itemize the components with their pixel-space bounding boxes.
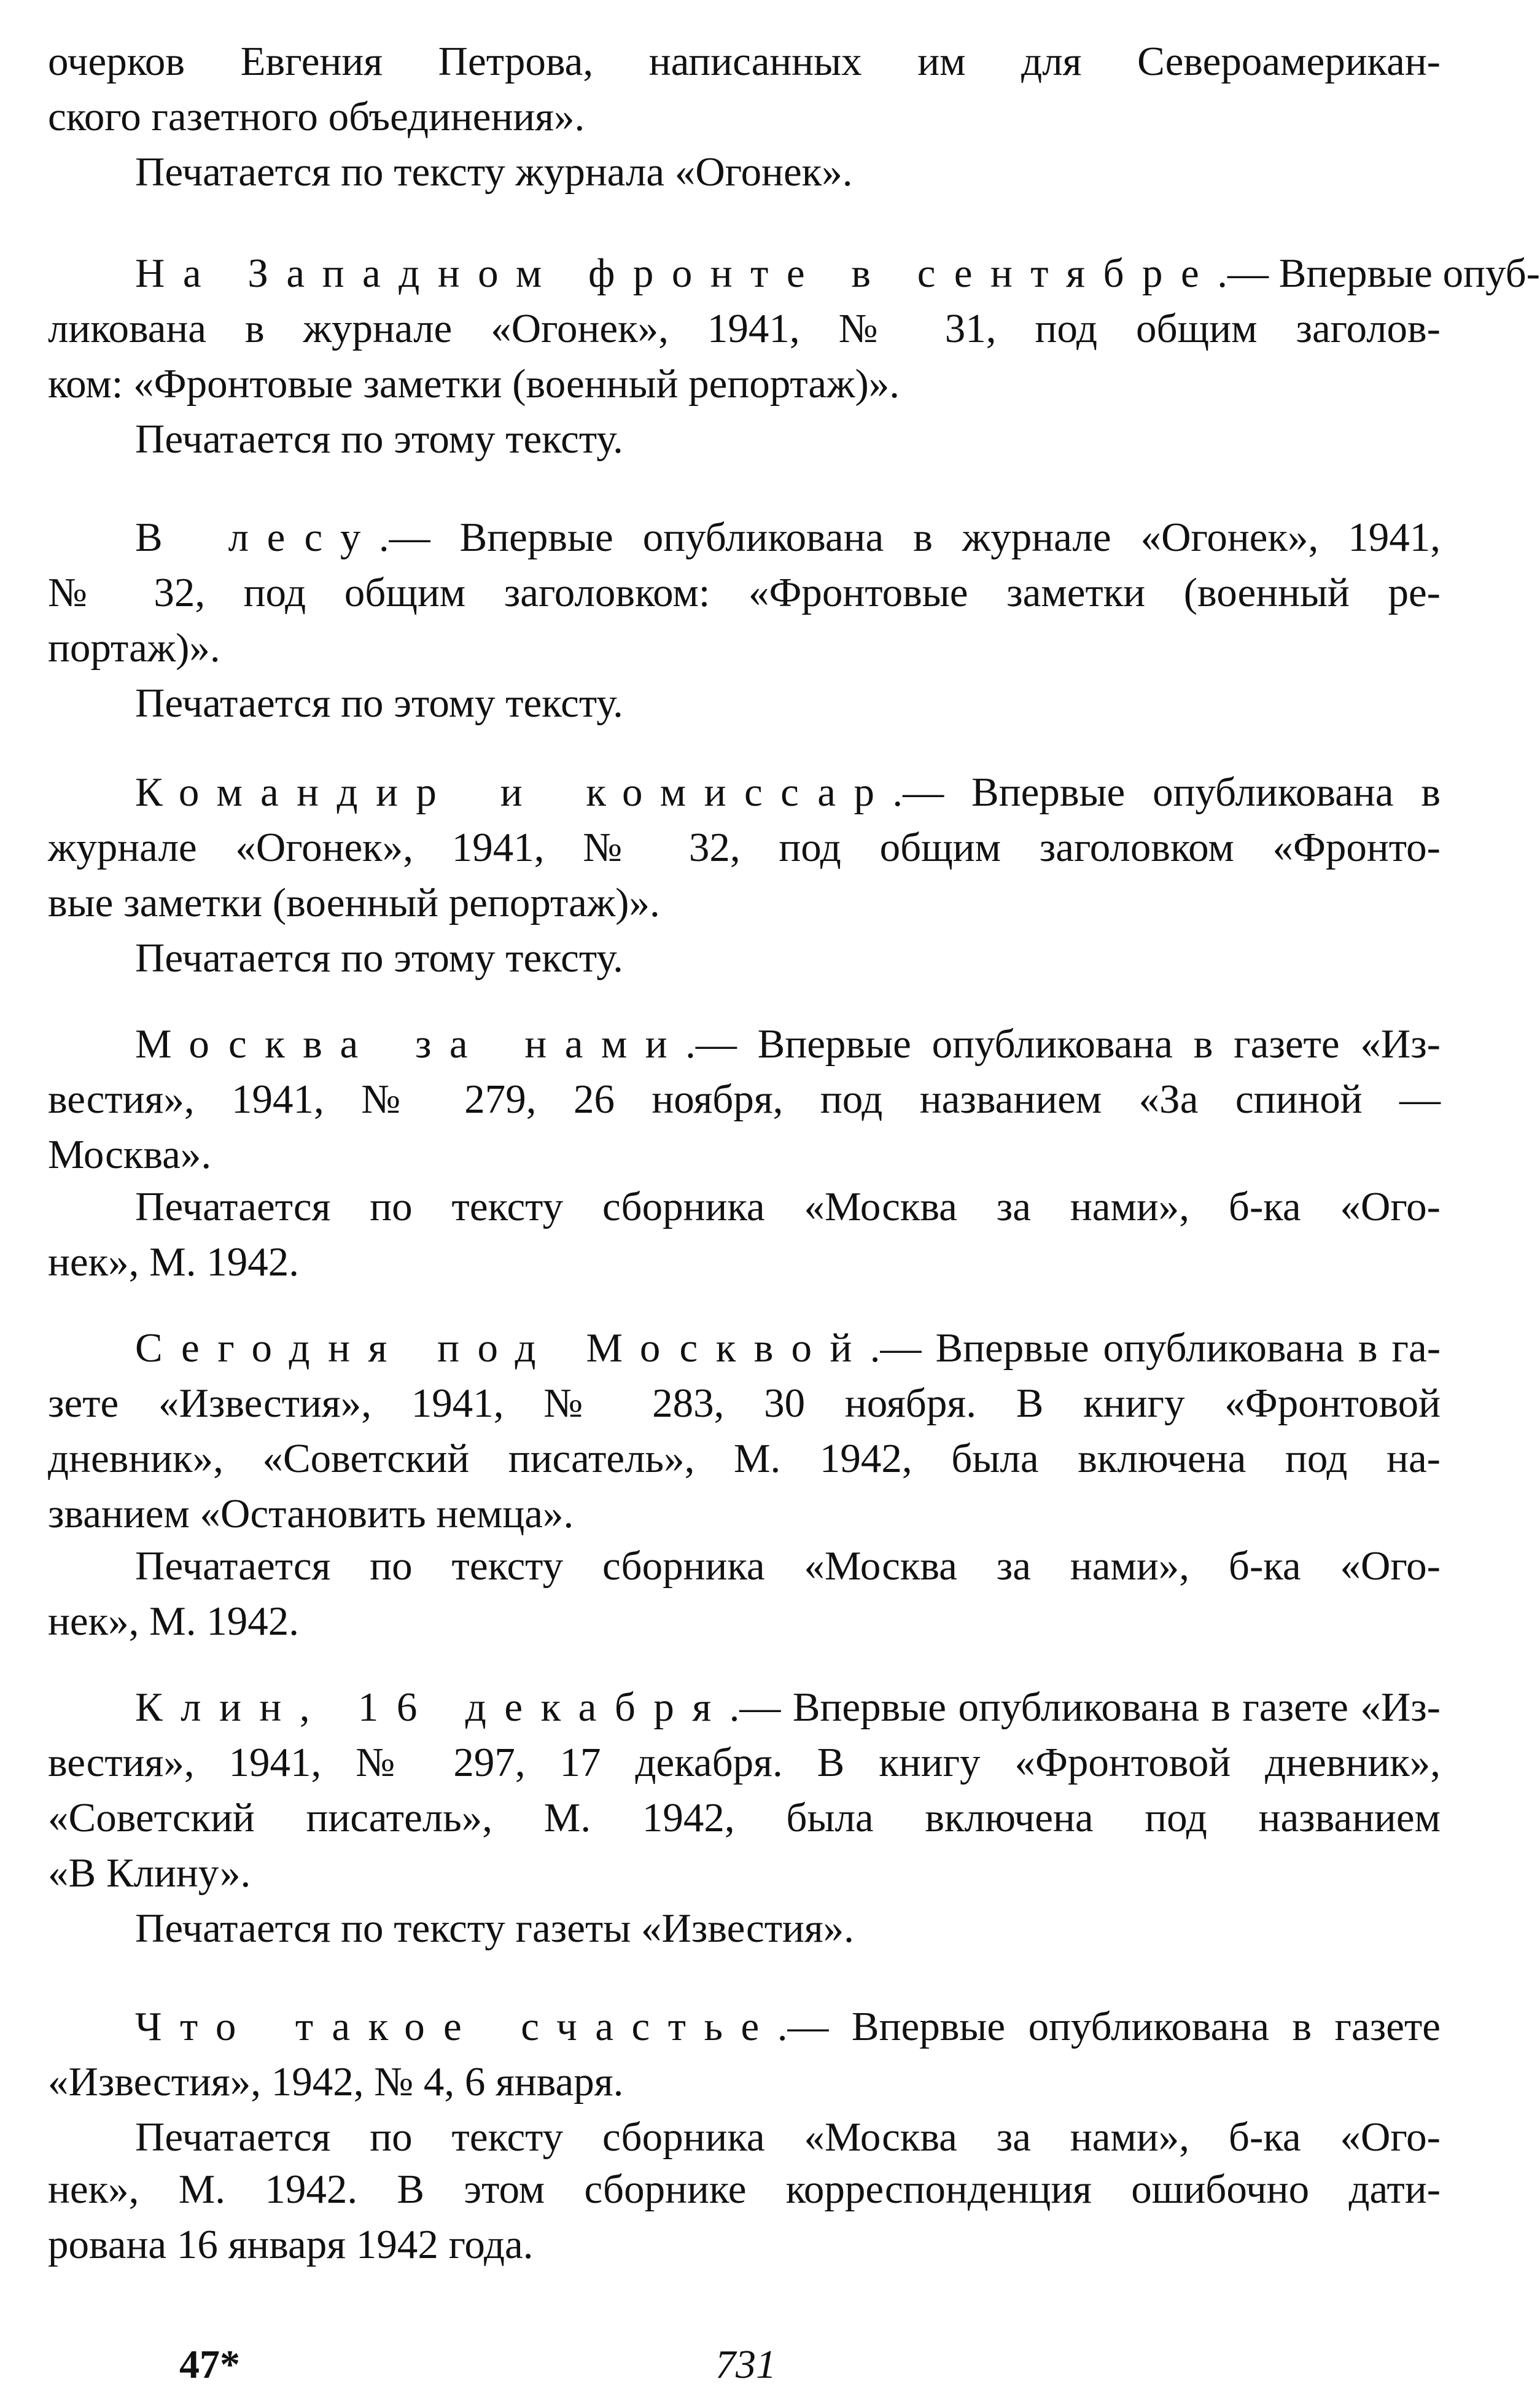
text-line: Москва».: [48, 1132, 212, 1177]
text-line: журнале «Огонек», 1941, № 32, под общим заголовком «Фронто-: [48, 825, 1441, 870]
text-line: Печатается по тексту журнала «Огонек».: [135, 149, 853, 195]
text-line: нек», М. 1942.: [48, 1598, 299, 1644]
text-line: зете «Известия», 1941, № 283, 30 ноября. В книгу «Фронтовой: [48, 1380, 1441, 1426]
text-line: «Известия», 1942, № 4, 6 января.: [48, 2059, 624, 2105]
text-line: Печатается по этому тексту.: [135, 680, 623, 726]
entry-heading-line: [135, 246, 1540, 301]
entry-heading-line: [135, 510, 1441, 565]
text-line: «Советский писатель», М. 1942, была включена под названием: [48, 1795, 1441, 1840]
text-line: нек», М. 1942. В этом сборнике корреспонденция ошибочно дати-: [48, 2167, 1441, 2212]
entry-heading-line: [135, 1320, 1441, 1376]
text-line: Печатается по тексту газеты «Известия».: [135, 1906, 854, 1951]
text-line: портаж)».: [48, 625, 220, 671]
text-line: рована 16 января 1942 года.: [48, 2222, 534, 2267]
text-line: дневник», «Советский писатель», М. 1942, была включена под на-: [48, 1436, 1441, 1481]
entry-heading-line: [135, 1999, 1441, 2054]
text-line: очерков Евгения Петрова, написанных им для Североамерикан-: [48, 39, 1441, 84]
text-line: ского газетного объединения».: [48, 94, 585, 139]
text-line: № 32, под общим заголовком: «Фронтовые заметки (военный ре-: [48, 570, 1441, 615]
entry-title: Командир и комиссар: [135, 769, 893, 815]
page-number: 731: [715, 2342, 776, 2387]
text-line: Печатается по этому тексту.: [135, 935, 623, 981]
text-fragment: .— Впервые опубликована в газете: [777, 2004, 1441, 2049]
entry-heading-line: [135, 765, 1441, 820]
text-line: вестия», 1941, № 297, 17 декабря. В книгу «Фронтовой дневник»,: [48, 1740, 1441, 1785]
text-fragment: .— Впервые опубликована в журнале «Огонек», 1941,: [378, 515, 1441, 560]
entry-title: Клин, 16 декабря: [135, 1684, 729, 1730]
entry-title: Москва за нами: [135, 1021, 686, 1067]
entry-title: Что такое счастье: [135, 2004, 777, 2049]
text-line: «В Клину».: [48, 1850, 251, 1896]
text-line: вестия», 1941, № 279, 26 ноября, под названием «За спиной —: [48, 1077, 1441, 1122]
printer-signature: 47*: [179, 2342, 240, 2387]
text-line: нек», М. 1942.: [48, 1239, 299, 1285]
text-line: Печатается по тексту сборника «Москва за нами», б-ка «Ого-: [135, 2114, 1441, 2160]
entry-title: Сегодня под Москвой: [135, 1325, 870, 1371]
entry-heading-line: [135, 1016, 1441, 1072]
text-line: ком: «Фронтовые заметки (военный репортаж)».: [48, 361, 900, 407]
text-fragment: .— Впервые опубликована в: [892, 769, 1441, 815]
text-fragment: .— Впервые опубликована в га-: [869, 1325, 1441, 1371]
text-line: Печатается по тексту сборника «Москва за нами», б-ка «Ого-: [135, 1184, 1441, 1229]
text-line: Печатается по этому тексту.: [135, 416, 623, 462]
entry-title: На Западном фронте в сентябре: [135, 251, 1218, 296]
text-line: ликована в журнале «Огонек», 1941, № 31, под общим заголов-: [48, 306, 1441, 351]
text-fragment: .— Впервые опуб-: [1217, 251, 1540, 296]
text-fragment: .— Впервые опубликована в газете «Из-: [685, 1021, 1441, 1067]
text-line: Печатается по тексту сборника «Москва за нами», б-ка «Ого-: [135, 1543, 1441, 1589]
text-line: вые заметки (военный репортаж)».: [48, 880, 660, 925]
entry-heading-line: [135, 1680, 1441, 1735]
text-line: званием «Остановить немца».: [48, 1491, 574, 1536]
entry-title: В лесу: [135, 515, 379, 560]
text-fragment: .— Впервые опубликована в газете «Из-: [729, 1684, 1441, 1730]
